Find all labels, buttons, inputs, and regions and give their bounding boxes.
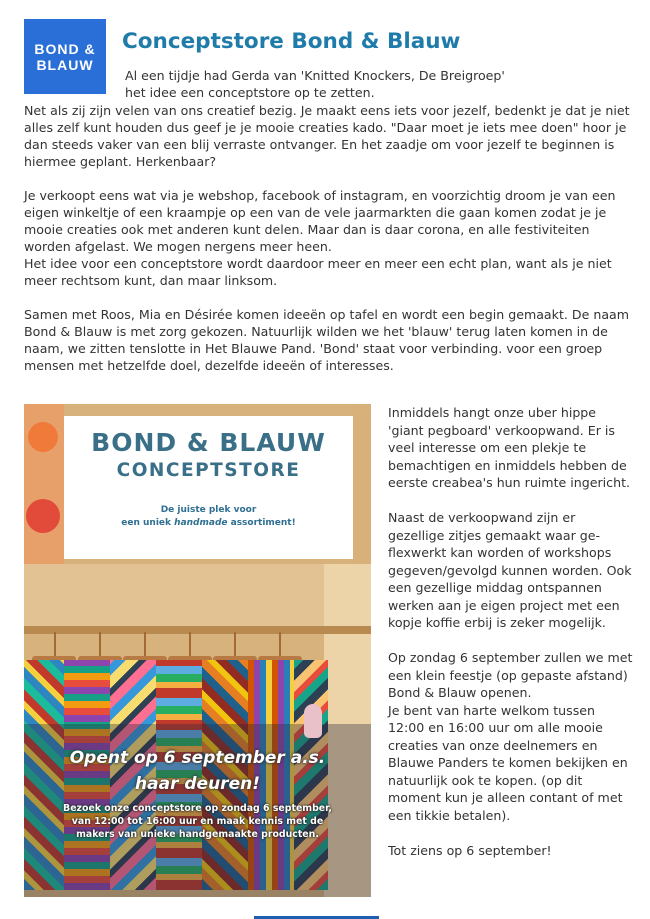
hanger-hook xyxy=(99,632,101,658)
poster-subtitle: CONCEPTSTORE xyxy=(116,460,301,481)
logo-line-2: BLAUW xyxy=(36,56,94,73)
hanger-hook xyxy=(279,632,281,658)
poster-yarn-right xyxy=(353,404,371,564)
poster-tagline-2 xyxy=(64,517,353,530)
crochet-doll xyxy=(304,704,322,738)
conceptstore-poster xyxy=(24,404,371,897)
poster-header-panel xyxy=(64,416,353,559)
paragraph: Net als zij zijn velen van ons creatief bezig. Je maakt eens iets voor jezelf, bedenkt je dat je niet alles zelf kunt houden dus geef je je mooie creaties kado. "Daar moet je iets mee doen" hoor je dan steeds vaker van een blij verraste ontvanger. En het zaadje om voor jezelf te beginnen is hiermee geplant. Herkenbaar? xyxy=(24,103,630,169)
clothes-rail xyxy=(24,626,371,634)
bond-blauw-logo xyxy=(24,19,106,94)
poster-open-line-1: Opent op 6 september a.s. xyxy=(69,748,326,768)
poster-tagline-2c: assortiment! xyxy=(227,518,296,528)
paragraph: Tot ziens op 6 september! xyxy=(388,842,552,858)
hanger-hook xyxy=(234,632,236,658)
paragraph: Op zondag 6 september zullen we met een klein feestje (op gepaste afstand) Bond & Blauw openen. xyxy=(388,650,633,700)
poster-opening-text xyxy=(24,745,371,797)
page-title: Conceptstore Bond & Blauw xyxy=(122,29,461,54)
side-column xyxy=(388,404,633,877)
paragraph: Inmiddels hangt onze uber hippe 'giant pegboard' verkoopwand. Er is veel interesse om een plekje te bemachtigen en inmiddels hebben de eerste creabea's hun ruimte ingericht. xyxy=(388,405,631,490)
article-body xyxy=(24,102,630,391)
poster-open-line-2: haar deuren! xyxy=(135,774,260,794)
poster-title: BOND & BLAUW xyxy=(91,428,326,457)
hanger-hook xyxy=(189,632,191,658)
poster-tagline xyxy=(64,504,353,530)
poster-tagline-handmade: handmade xyxy=(174,518,228,528)
poster-tagline-2a: een uniek xyxy=(121,518,175,528)
paragraph: Samen met Roos, Mia en Désirée komen ideeën op tafel en wordt een begin gemaakt. De naam Bond & Blauw is met zorg gekozen. Natuurlijk wilden we het 'blauw' terug laten komen in de naam, we zitten tenslotte in Het Blauwe Pand. 'Bond' staat voor verbinding. voor een groep mensen met hetzelfde doel, dezelfde ideeën of interesses. xyxy=(24,307,630,373)
poster-tagline-1: De juiste plek voor xyxy=(160,505,257,515)
poster-visit-text: Bezoek onze conceptstore op zondag 6 september, van 12:00 tot 16:00 uur en maak kennis met de makers van unieke handgemaakte producten. xyxy=(63,803,332,840)
paragraph: Naast de verkoopwand zijn er gezellige zitjes gemaakt waar ge-flexwerkt kan worden of workshops gegeven/gevolgd kunnen worden. Ook een gezellige middag ontspannen werken aan je eigen project met een kopje koffie erbij is zeker mogelijk. xyxy=(388,510,632,630)
hanger-hook xyxy=(54,632,56,658)
poster-wall xyxy=(24,564,371,626)
paragraph: Het idee voor een conceptstore wordt daardoor meer en meer een echt plan, want als je niet meer rechtsom kunt, dan maar linksom. xyxy=(24,256,612,288)
logo-line-1: BOND & xyxy=(34,40,96,57)
paragraph: Je bent van harte welkom tussen 12:00 en 16:00 uur om alle mooie creaties van onze deelnemers en Blauwe Panders te komen bekijken en natuurlijk ook te kopen. (op dit moment kun je alleen contant of met een tikkie betalen). xyxy=(388,702,628,823)
poster-yarn-left-dot xyxy=(26,499,60,533)
hanger-hook xyxy=(144,632,146,658)
intro-text: Al een tijdje had Gerda van 'Knitted Knockers, De Breigroep' het idee een conceptstore op te zetten. xyxy=(125,68,505,100)
poster-yarn-left-dot xyxy=(28,422,58,452)
paragraph: Je verkoopt eens wat via je webshop, facebook of instagram, en voorzichtig droom je van een eigen winkeltje of een kraampje op een van de vele jaarmarkten die gaan komen zodat je je mooie creaties ook met anderen kunt delen. Maar dan is daar corona, en alle festiviteiten worden afgelast. We mogen nergens meer heen. xyxy=(24,188,616,254)
